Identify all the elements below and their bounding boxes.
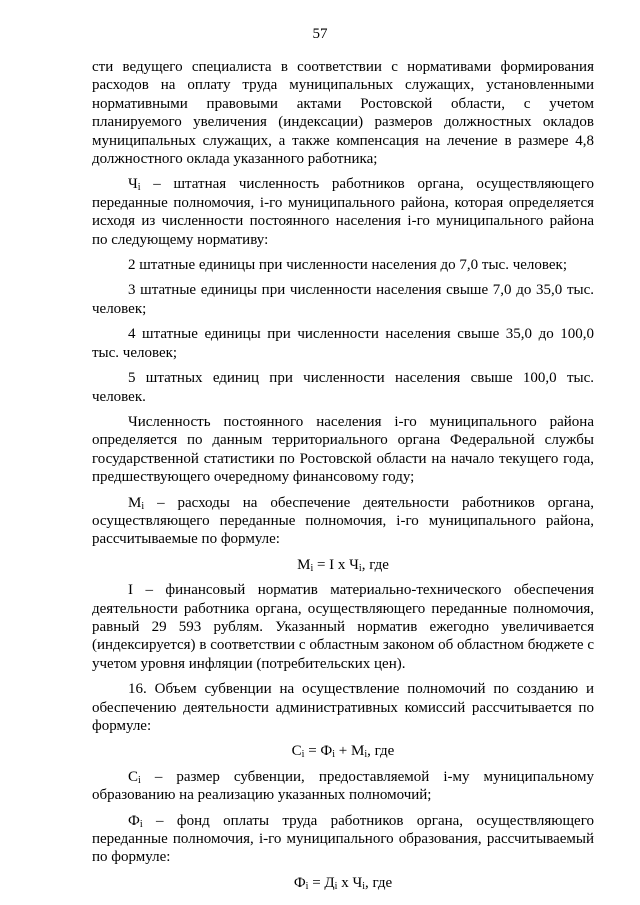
paragraph: $С_i$ – размер субвенции, предоставляемой i-му муниципальному образованию на реализацию указанных полномочий; — [92, 768, 594, 804]
paragraph: 2 штатные единицы при численности населения до 7,0 тыс. человек; — [128, 257, 567, 274]
document-body — [92, 58, 594, 899]
page-number: 57 — [312, 26, 328, 42]
paragraph: $Ч_i$ – штатная численность работников органа, осуществляющего переданные полномочия, i-го муниципального района, которая определяется исходя из численности постоянного населения i-го муниципального района по следующему нормативу: — [92, 176, 594, 248]
paragraph: $М_i$ – расходы на обеспечение деятельности работников органа, осуществляющего переданные полномочия, i-го муниципального района, рассчитываемые по формуле: — [92, 494, 594, 548]
paragraph: 3 штатные единицы при численности населения свыше 7,0 до 35,0 тыс. человек; — [92, 282, 594, 317]
formula: $С_i = Ф_i + М_i$, где — [291, 743, 395, 761]
formula: $Ф_i = Д_i$ х $Ч_i$, где — [293, 874, 393, 892]
paragraph: сти ведущего специалиста в соответствии с нормативами формирования расходов на оплату труда муниципальных служащих, установленными нормативными правовыми актами Ростовской области, с учетом планируемого увеличения (индексации) размеров должностных окладов муниципальных служащих, а также компенсация на лечение в размере 4,8 должностного оклада указанного работника; — [92, 59, 594, 168]
paragraph: 4 штатные единицы при численности населения свыше 35,0 до 100,0 тыс. человек; — [92, 326, 594, 361]
paragraph: 16. Объем субвенции на осуществление полномочий по созданию и обеспечению деятельности административных комиссий рассчитывается по формуле: — [92, 681, 594, 734]
paragraph: $Ф_i$ – фонд оплаты труда работников органа, осуществляющего переданные полномочия, i-го муниципального образования, рассчитываемый по формуле: — [92, 812, 594, 866]
paragraph: 5 штатных единиц при численности населения свыше 100,0 тыс. человек. — [92, 370, 594, 405]
paragraph: I – финансовый норматив материально-технического обеспечения деятельности работника органа, осуществляющего переданные полномочия, равный 29 593 рублям. Указанный норматив ежегодно увеличивается (индексируется) в соответствии с областным законом об областном бюджете с учетом уровня инфляции (потребительских цен). — [92, 582, 594, 672]
formula: $М_i = I$ х $Ч_i$, где — [297, 556, 389, 574]
paragraph: Численность постоянного населения i-го муниципального района определяется по данным территориального органа Федеральной службы государственной статистики по Ростовской области на начало текущего года, предшествующего очередному финансовому году; — [92, 413, 594, 486]
